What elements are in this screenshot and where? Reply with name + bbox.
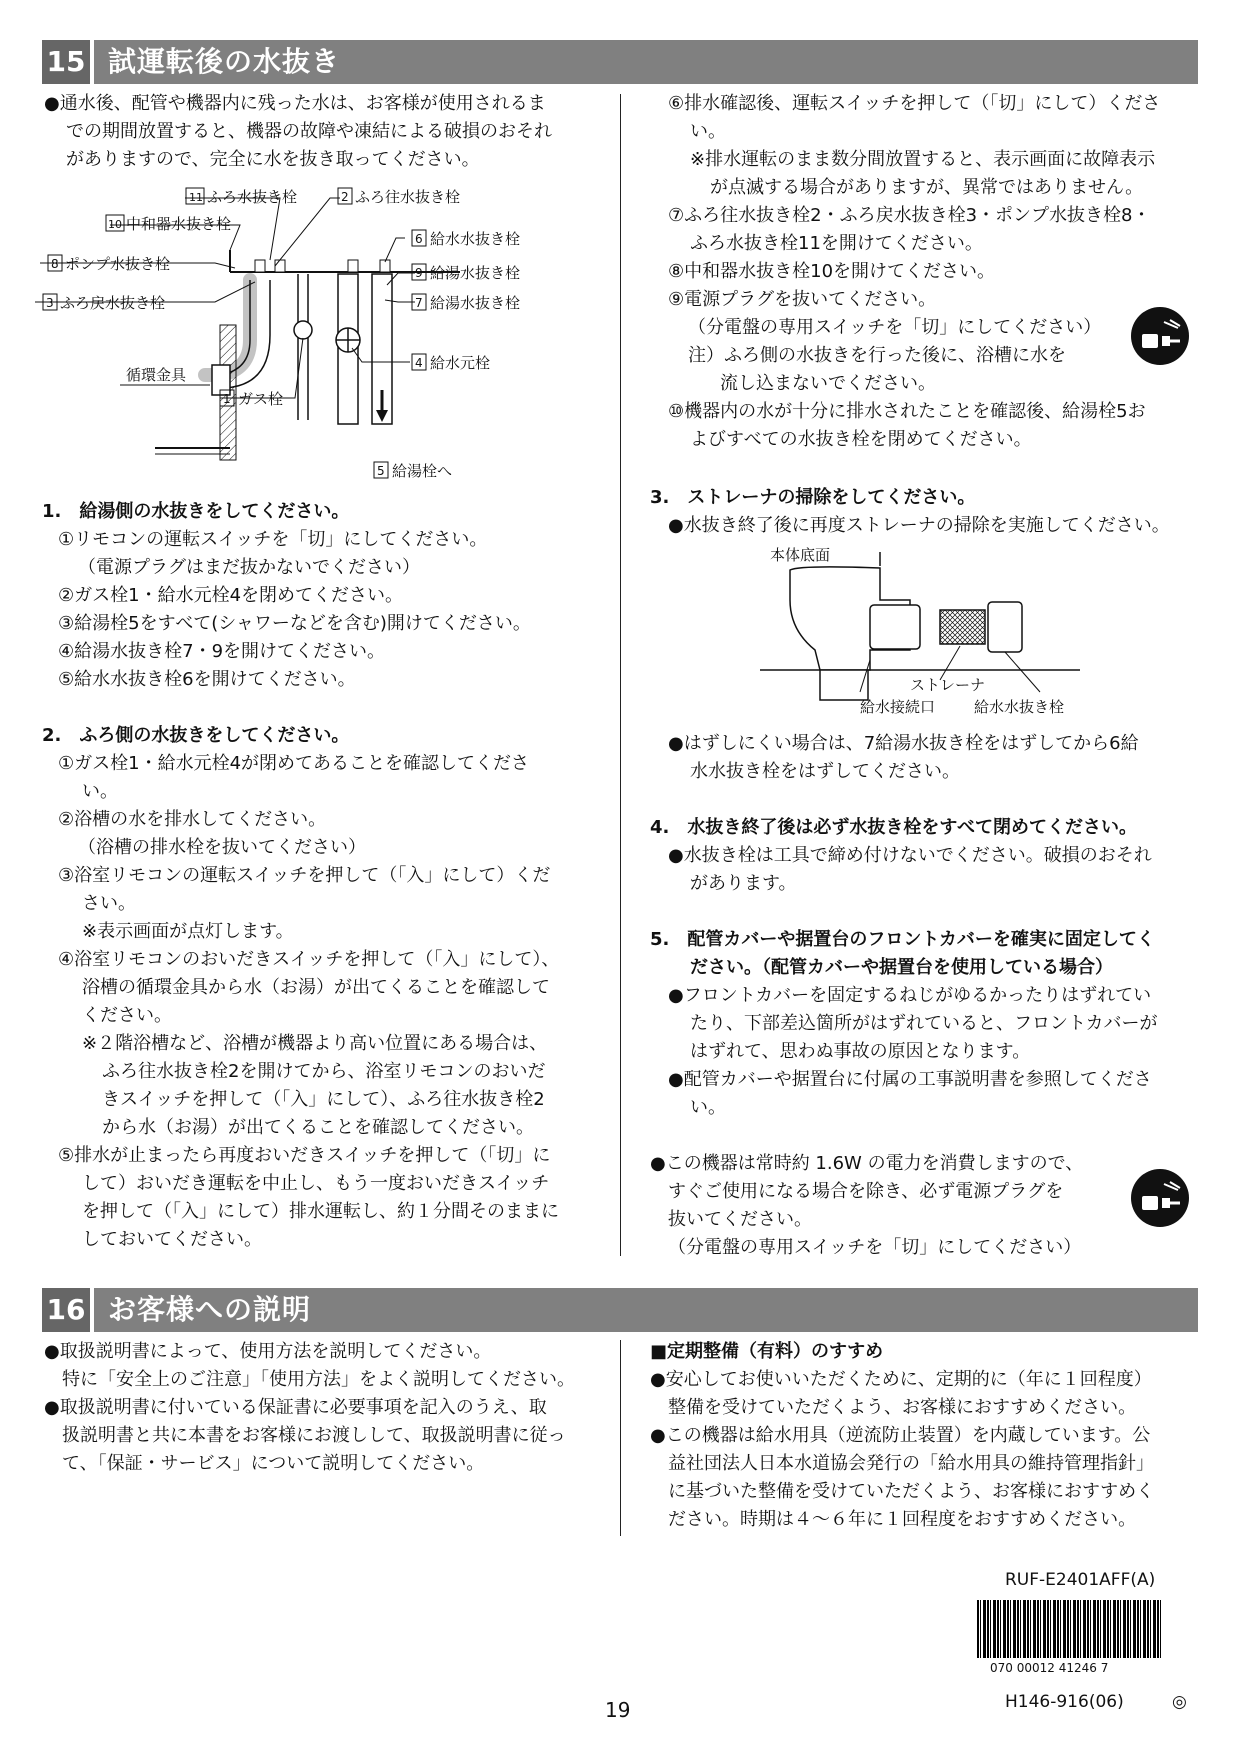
strainer — [940, 610, 985, 644]
svg-text:6: 6 — [415, 232, 423, 246]
label-bath-drain-11: ふろ水抜き栓 — [207, 188, 298, 206]
section-16-header — [42, 1288, 1198, 1332]
label-number: 11 — [189, 191, 203, 204]
label-to-hot-tap-5: 給湯栓へ — [392, 462, 453, 480]
unplug-icon — [1130, 306, 1190, 366]
column-divider — [620, 1340, 621, 1536]
label-pump-drain-8: ポンプ水抜き栓 — [65, 255, 171, 273]
svg-text:1: 1 — [223, 392, 231, 406]
piping-diagram — [46, 188, 580, 480]
svg-text:2: 2 — [341, 190, 349, 204]
label-bath-return-3: ふろ戻水抜き栓 — [60, 294, 166, 312]
svg-text:9: 9 — [415, 266, 423, 280]
svg-text:7: 7 — [415, 296, 423, 310]
label-body-bottom: 本体底面 — [770, 546, 831, 564]
step-heading: 4. 水抜き終了後は必ず水抜き栓をすべて閉めてください。 — [650, 817, 1137, 838]
unplug-icon — [1130, 1168, 1190, 1228]
label-supply-drain-6: 給水水抜き栓 — [430, 230, 521, 248]
label-supply-drain: 給水水抜き栓 — [974, 698, 1065, 716]
column-divider — [620, 94, 621, 1256]
label-circulation-fitting: 循環金具 — [126, 366, 187, 384]
label-supply-inlet: 給水接続口 — [860, 698, 936, 716]
section-title: 試運転後の水抜き — [108, 45, 341, 78]
model-number: RUF-E2401AFF(A) — [1005, 1570, 1156, 1590]
barcode — [977, 1600, 1162, 1658]
label-hot-drain-7: 給湯水抜き栓 — [430, 294, 521, 312]
step-heading: 5. 配管カバーや据置台のフロントカバーを確実に固定してく — [650, 929, 1155, 950]
barcode-number: 070 00012 41246 7 — [990, 1661, 1109, 1675]
document-code: H146-916(06) — [1005, 1692, 1124, 1712]
maintenance-heading: ■定期整備（有料）のすすめ — [650, 1341, 884, 1362]
label-hot-drain-9: 給湯水抜き栓 — [430, 264, 521, 282]
svg-text:4: 4 — [415, 356, 423, 370]
page-number: 19 — [605, 1698, 631, 1722]
step-heading: 1. 給湯側の水抜きをしてください。 — [42, 501, 350, 522]
step-heading: 3. ストレーナの掃除をしてください。 — [650, 487, 976, 508]
label-strainer: ストレーナ — [910, 676, 986, 694]
label-gas-valve-1: ガス栓 — [238, 390, 284, 408]
circle-mark: ◎ — [1172, 1692, 1187, 1712]
svg-text:3: 3 — [46, 296, 54, 310]
section-15-header — [42, 40, 1198, 84]
gas-valve — [294, 321, 312, 339]
section-number: 15 — [42, 40, 94, 84]
label-water-main-4: 給水元栓 — [430, 354, 491, 372]
svg-text:10: 10 — [108, 218, 122, 231]
supply-inlet — [820, 670, 868, 700]
label-neutralizer-10: 中和器水抜き栓 — [126, 215, 232, 233]
strainer-diagram — [760, 540, 1100, 720]
section-title: お客様への説明 — [108, 1293, 312, 1326]
svg-text:8: 8 — [51, 257, 59, 271]
section-number: 16 — [42, 1288, 94, 1332]
svg-text:5: 5 — [377, 464, 385, 478]
drain-plug — [988, 602, 1022, 652]
step-heading: 2. ふろ側の水抜きをしてください。 — [42, 725, 350, 746]
label-bath-outlet-2: ふろ往水抜き栓 — [355, 188, 461, 206]
